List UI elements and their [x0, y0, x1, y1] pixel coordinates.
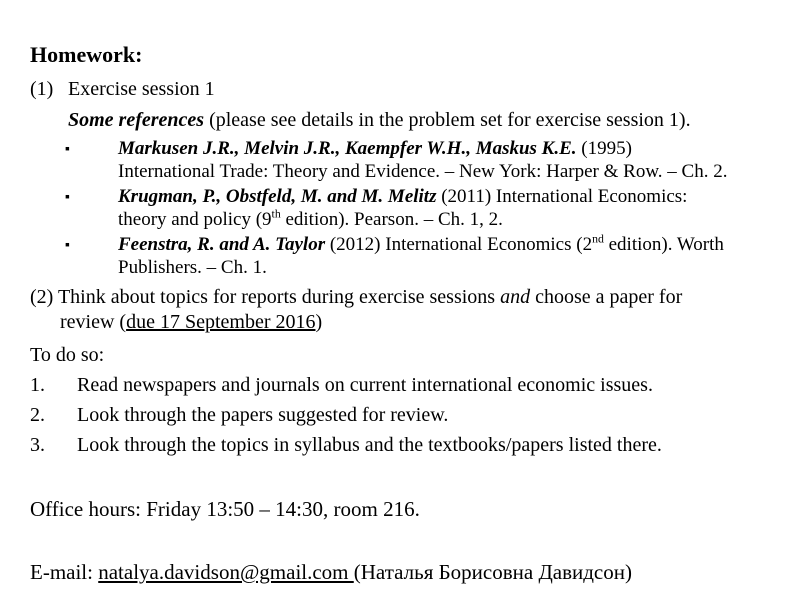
point-2-text: ) — [315, 311, 323, 333]
reference-line: International Trade: Theory and Evidence. – New York: Harper & Row. – Ch. 2. — [118, 161, 728, 182]
reference-title: (2012) International Economics (2 — [325, 234, 593, 255]
todo-item-number: 1. — [30, 374, 45, 396]
reference-authors: Krugman, P., Obstfeld, M. and M. Melitz — [118, 186, 437, 207]
edition-superscript: th — [271, 207, 281, 221]
todo-item-number: 3. — [30, 434, 45, 456]
reference-authors: Markusen J.R., Melvin J.R., Kaempfer W.H., Maskus K.E. — [118, 138, 577, 159]
point-1-number: (1) — [30, 78, 54, 100]
point-2-line-1 — [30, 285, 790, 310]
todo-item-text: Look through the papers suggested for review. — [77, 404, 449, 426]
edition-superscript: nd — [592, 232, 604, 246]
email-line — [30, 558, 790, 586]
reference-item-feenstra — [30, 233, 790, 279]
reference-year: (1995) — [576, 138, 632, 159]
reference-line — [118, 137, 790, 160]
point-2-text: review ( — [60, 311, 127, 333]
reference-item-markusen — [30, 137, 790, 183]
point-2-text: choose a paper for — [530, 286, 683, 308]
reference-authors: Feenstra, R. and A. Taylor — [118, 234, 326, 255]
references-intro-rest: (please see details in the problem set for exercise session 1). — [204, 109, 691, 131]
email-link[interactable]: natalya.davidson@gmail.com — [98, 560, 354, 584]
slide-title: Homework: — [30, 42, 143, 67]
reference-text: edition). Worth — [603, 234, 724, 255]
todo-item-text: Read newspapers and journals on current international economic issues. — [77, 374, 653, 396]
office-hours: Office hours: Friday 13:50 – 14:30, room 216. — [30, 497, 420, 521]
numbered-point-2 — [30, 285, 790, 335]
reference-title: (2011) International Economics: — [436, 186, 688, 207]
todo-item-2 — [30, 403, 790, 428]
reference-line — [118, 233, 790, 256]
email-person-name: (Наталья Борисовна Давидсон) — [353, 560, 632, 584]
todo-item-text: Look through the topics in syllabus and the textbooks/papers listed there. — [77, 434, 662, 456]
references-intro — [68, 106, 790, 134]
reference-text: edition). Pearson. – Ch. 1, 2. — [280, 209, 503, 230]
numbered-point-1 — [30, 75, 790, 103]
reference-item-krugman — [30, 185, 790, 231]
todo-item-3 — [30, 433, 790, 458]
square-bullet-icon: ▪ — [65, 238, 70, 253]
point-2-line-2 — [60, 310, 790, 335]
point-1-text: Exercise session 1 — [68, 78, 215, 100]
todo-heading: To do so: — [30, 344, 105, 366]
todo-item-number: 2. — [30, 404, 45, 426]
square-bullet-icon: ▪ — [65, 142, 70, 157]
reference-line: Publishers. – Ch. 1. — [118, 257, 267, 278]
reference-line — [118, 185, 790, 208]
email-label: E-mail: — [30, 560, 99, 584]
todo-item-1 — [30, 373, 790, 398]
references-intro-lead: Some references — [68, 109, 205, 131]
due-date-underlined: due 17 September 2016 — [126, 311, 316, 333]
reference-line — [118, 208, 790, 231]
point-2-emphasis: and — [500, 286, 531, 308]
reference-text: theory and policy (9 — [118, 209, 272, 230]
square-bullet-icon: ▪ — [65, 190, 70, 205]
point-2-text: (2) Think about topics for reports during exercise sessions — [30, 286, 501, 308]
